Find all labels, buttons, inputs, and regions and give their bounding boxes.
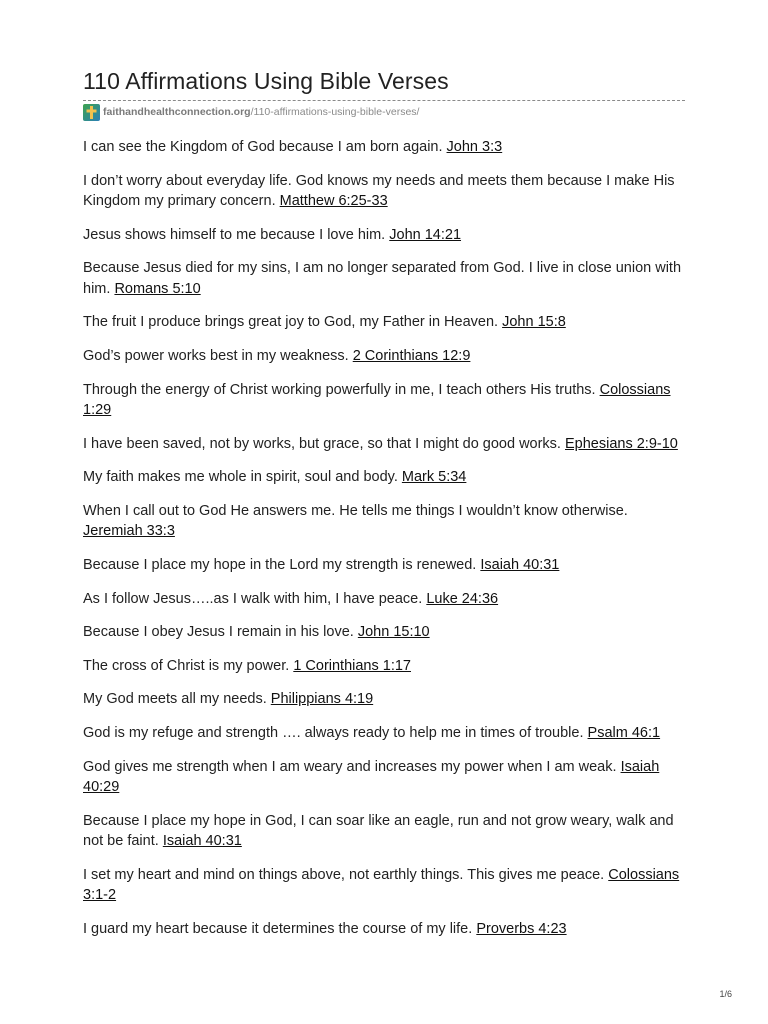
affirmation-text: I have been saved, not by works, but grace, so that I might do good works.	[83, 435, 561, 452]
affirmation-text: My faith makes me whole in spirit, soul and body.	[83, 469, 398, 486]
affirmation-text: Because I obey Jesus I remain in his love.	[83, 624, 354, 641]
page-number: 1/6	[719, 989, 732, 999]
verse-reference-link[interactable]: John 15:10	[357, 624, 430, 641]
source-path-link[interactable]: /110-affirmations-using-bible-verses/	[250, 106, 420, 118]
affirmation-text: My God meets all my needs.	[83, 691, 267, 708]
document-page	[83, 66, 685, 952]
verse-reference-link[interactable]: Proverbs 4:23	[476, 920, 567, 937]
affirmation-text: When I call out to God He answers me. He tells me things I wouldn’t know otherwise.	[83, 502, 628, 519]
affirmation-item	[83, 622, 685, 643]
affirmation-text: I don’t worry about everyday life. God knows my needs and meets them because I make His Kingdom my primary concern.	[83, 172, 675, 210]
cross-logo-icon	[83, 104, 100, 121]
affirmation-item	[83, 865, 685, 906]
affirmation-text: God gives me strength when I am weary and increases my power when I am weak.	[83, 758, 617, 775]
verse-reference-link[interactable]: Ephesians 2:9-10	[565, 435, 678, 452]
verse-reference-link[interactable]: Mark 5:34	[401, 469, 467, 486]
verse-reference-link[interactable]: Romans 5:10	[114, 280, 201, 297]
affirmation-item	[83, 346, 685, 367]
affirmation-item	[83, 689, 685, 710]
verse-reference-link[interactable]: Colossians 3:1-2	[83, 866, 680, 904]
page-title: 110 Affirmations Using Bible Verses	[83, 68, 449, 94]
affirmation-item	[83, 501, 685, 542]
verse-reference-link[interactable]: John 3:3	[446, 139, 503, 155]
affirmation-text: Jesus shows himself to me because I love him.	[83, 226, 386, 243]
affirmation-item	[83, 723, 685, 744]
verse-reference-link[interactable]: 2 Corinthians 12:9	[352, 347, 471, 364]
affirmation-item	[83, 757, 685, 798]
affirmation-text: I set my heart and mind on things above, not earthly things. This gives me peace.	[83, 866, 605, 883]
affirmation-text: The cross of Christ is my power.	[83, 657, 290, 674]
verse-reference-link[interactable]: Philippians 4:19	[270, 691, 374, 708]
affirmation-item	[83, 137, 685, 158]
affirmation-item	[83, 589, 685, 610]
affirmation-text: As I follow Jesus…..as I walk with him, I have peace.	[83, 590, 423, 607]
source-domain-link[interactable]: faithandhealthconnection.org	[103, 106, 251, 118]
affirmation-item	[83, 467, 685, 488]
affirmation-text: Through the energy of Christ working powerfully in me, I teach others His truths.	[83, 381, 596, 398]
affirmation-item	[83, 656, 685, 677]
verse-reference-link[interactable]: Isaiah 40:31	[480, 556, 560, 573]
verse-reference-link[interactable]: 1 Corinthians 1:17	[293, 657, 411, 674]
affirmation-item	[83, 811, 685, 852]
affirmation-item	[83, 258, 685, 299]
affirmation-item	[83, 312, 685, 333]
affirmation-text: I can see the Kingdom of God because I am born again.	[83, 139, 443, 155]
verse-reference-link[interactable]: Matthew 6:25-33	[279, 193, 388, 210]
affirmation-item	[83, 555, 685, 576]
affirmation-item	[83, 380, 685, 421]
verse-reference-link[interactable]: Colossians 1:29	[83, 381, 671, 419]
source-line	[83, 103, 685, 121]
affirmation-text: I guard my heart because it determines the course of my life.	[83, 920, 473, 937]
affirmation-list	[83, 137, 685, 939]
affirmation-item	[83, 171, 685, 212]
affirmation-item	[83, 225, 685, 246]
verse-reference-link[interactable]: Isaiah 40:29	[83, 758, 660, 795]
verse-reference-link[interactable]: John 15:8	[502, 314, 566, 331]
verse-reference-link[interactable]: John 14:21	[389, 226, 462, 243]
verse-reference-link[interactable]: Jeremiah 33:3	[83, 523, 175, 540]
affirmation-text: Because I place my hope in God, I can soar like an eagle, run and not grow weary, walk and not be faint.	[83, 812, 674, 850]
title-divider	[83, 100, 685, 101]
affirmation-item	[83, 434, 685, 455]
affirmation-item	[83, 919, 685, 940]
affirmation-text: Because I place my hope in the Lord my strength is renewed.	[83, 556, 477, 573]
affirmation-text: Because Jesus died for my sins, I am no longer separated from God. I live in close union with him.	[83, 260, 682, 297]
affirmation-text: God is my refuge and strength …. always ready to help me in times of trouble.	[83, 724, 584, 741]
affirmation-text: God’s power works best in my weakness.	[83, 347, 349, 364]
verse-reference-link[interactable]: Luke 24:36	[426, 590, 499, 607]
verse-reference-link[interactable]: Isaiah 40:31	[162, 833, 242, 850]
affirmation-text: The fruit I produce brings great joy to God, my Father in Heaven.	[83, 314, 499, 331]
verse-reference-link[interactable]: Psalm 46:1	[587, 724, 661, 741]
